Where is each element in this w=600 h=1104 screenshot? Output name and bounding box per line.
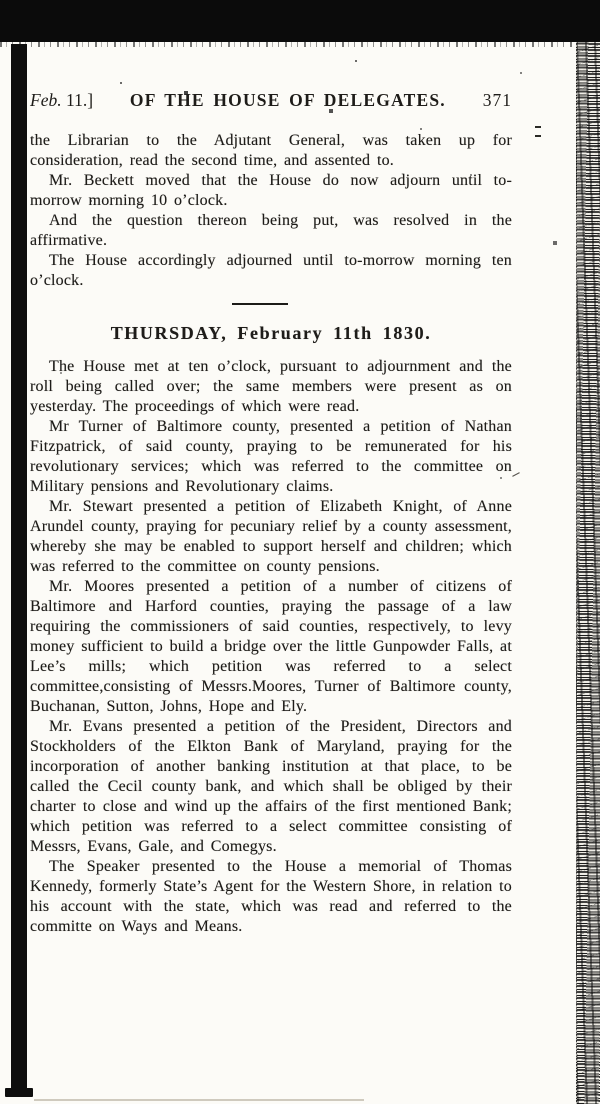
header-date-month: Feb. [30,90,62,110]
scan-noise-specks [0,42,2,44]
book-page [0,42,578,1104]
paragraph: Mr. Beckett moved that the House do now adjourn until to-morrow morning 10 o’clock. [30,172,512,209]
paragraph: the Librarian to the Adjutant General, was taken up for consideration, read the second time, and assented to. [30,132,512,169]
paragraph: Mr. Evans presented a petition of the President, Directors and Stockholders of the Elkton Bank of Maryland, praying for the incorporation of another banking institution at that place, to be called the Cecil county bank, and which shall be obliged by their charter to close and wind up the affairs of the first mentioned Bank; which petition was referred to a select committee consisting of Messrs, Evans, Gale, and Comegys. [30,718,512,855]
header-date-day: 11.] [61,90,94,110]
left-binding-bar [11,44,27,1094]
paragraph: The House met at ten o’clock, pursuant to adjournment and the roll being called over; the same members were present as on yesterday. The proceedings of which were read. [30,358,512,415]
running-header [30,90,512,111]
page-title: OF THE HOUSE OF DELEGATES. [129,90,446,110]
page-bottom-edge-shadow [34,1099,364,1101]
paragraph: The Speaker presented to the House a memorial of Thomas Kennedy, formerly State’s Agent for the Western Shore, in relation to his account with the state, which was read and referred to the committe on Ways and Means. [30,858,512,935]
paragraph: The House accordingly adjourned until to-morrow morning ten o’clock. [30,252,512,289]
paragraph: And the question thereon being put, was resolved in the affirmative. [30,212,512,249]
session-heading: THURSDAY, February 11th 1830. [110,323,432,343]
right-page-edge-texture [576,42,600,1104]
previous-session-text [30,131,512,291]
session-text [30,357,512,937]
paragraph: Mr. Moores presented a petition of a number of citizens of Baltimore and Harford counties, praying the passage of a law requiring the commissioners of said counties, respectively, to levy money sufficient to build a bridge over the little Gunpowder Falls, at Lee’s mills; which petition was referred to a select committee,consisting of Messrs.Moores, Turner of Baltimore county, Buchanan, Sutton, Johns, Hope and Ely. [30,578,512,715]
section-divider-rule [232,303,288,305]
text-column [30,90,512,937]
page-number: 371 [482,90,512,110]
paragraph: Mr. Stewart presented a petition of Elizabeth Knight, of Anne Arundel county, praying for pecuniary relief by a county assessment, whereby she may be enabled to support herself and children; which was referred to the committee on county pensions. [30,498,512,575]
paragraph: Mr Turner of Baltimore county, presented a petition of Nathan Fitzpatrick, of said county, praying to be remunerated for his revolutionary services; which was referred to the committee on Military pensions and Revolutionary claims. [30,418,512,495]
scan-top-black-bar [0,0,600,42]
stray-pencil-mark [512,472,520,477]
header-date-label [30,90,93,111]
binding-bar-foot [5,1088,33,1097]
stray-ink-mark [535,126,541,137]
